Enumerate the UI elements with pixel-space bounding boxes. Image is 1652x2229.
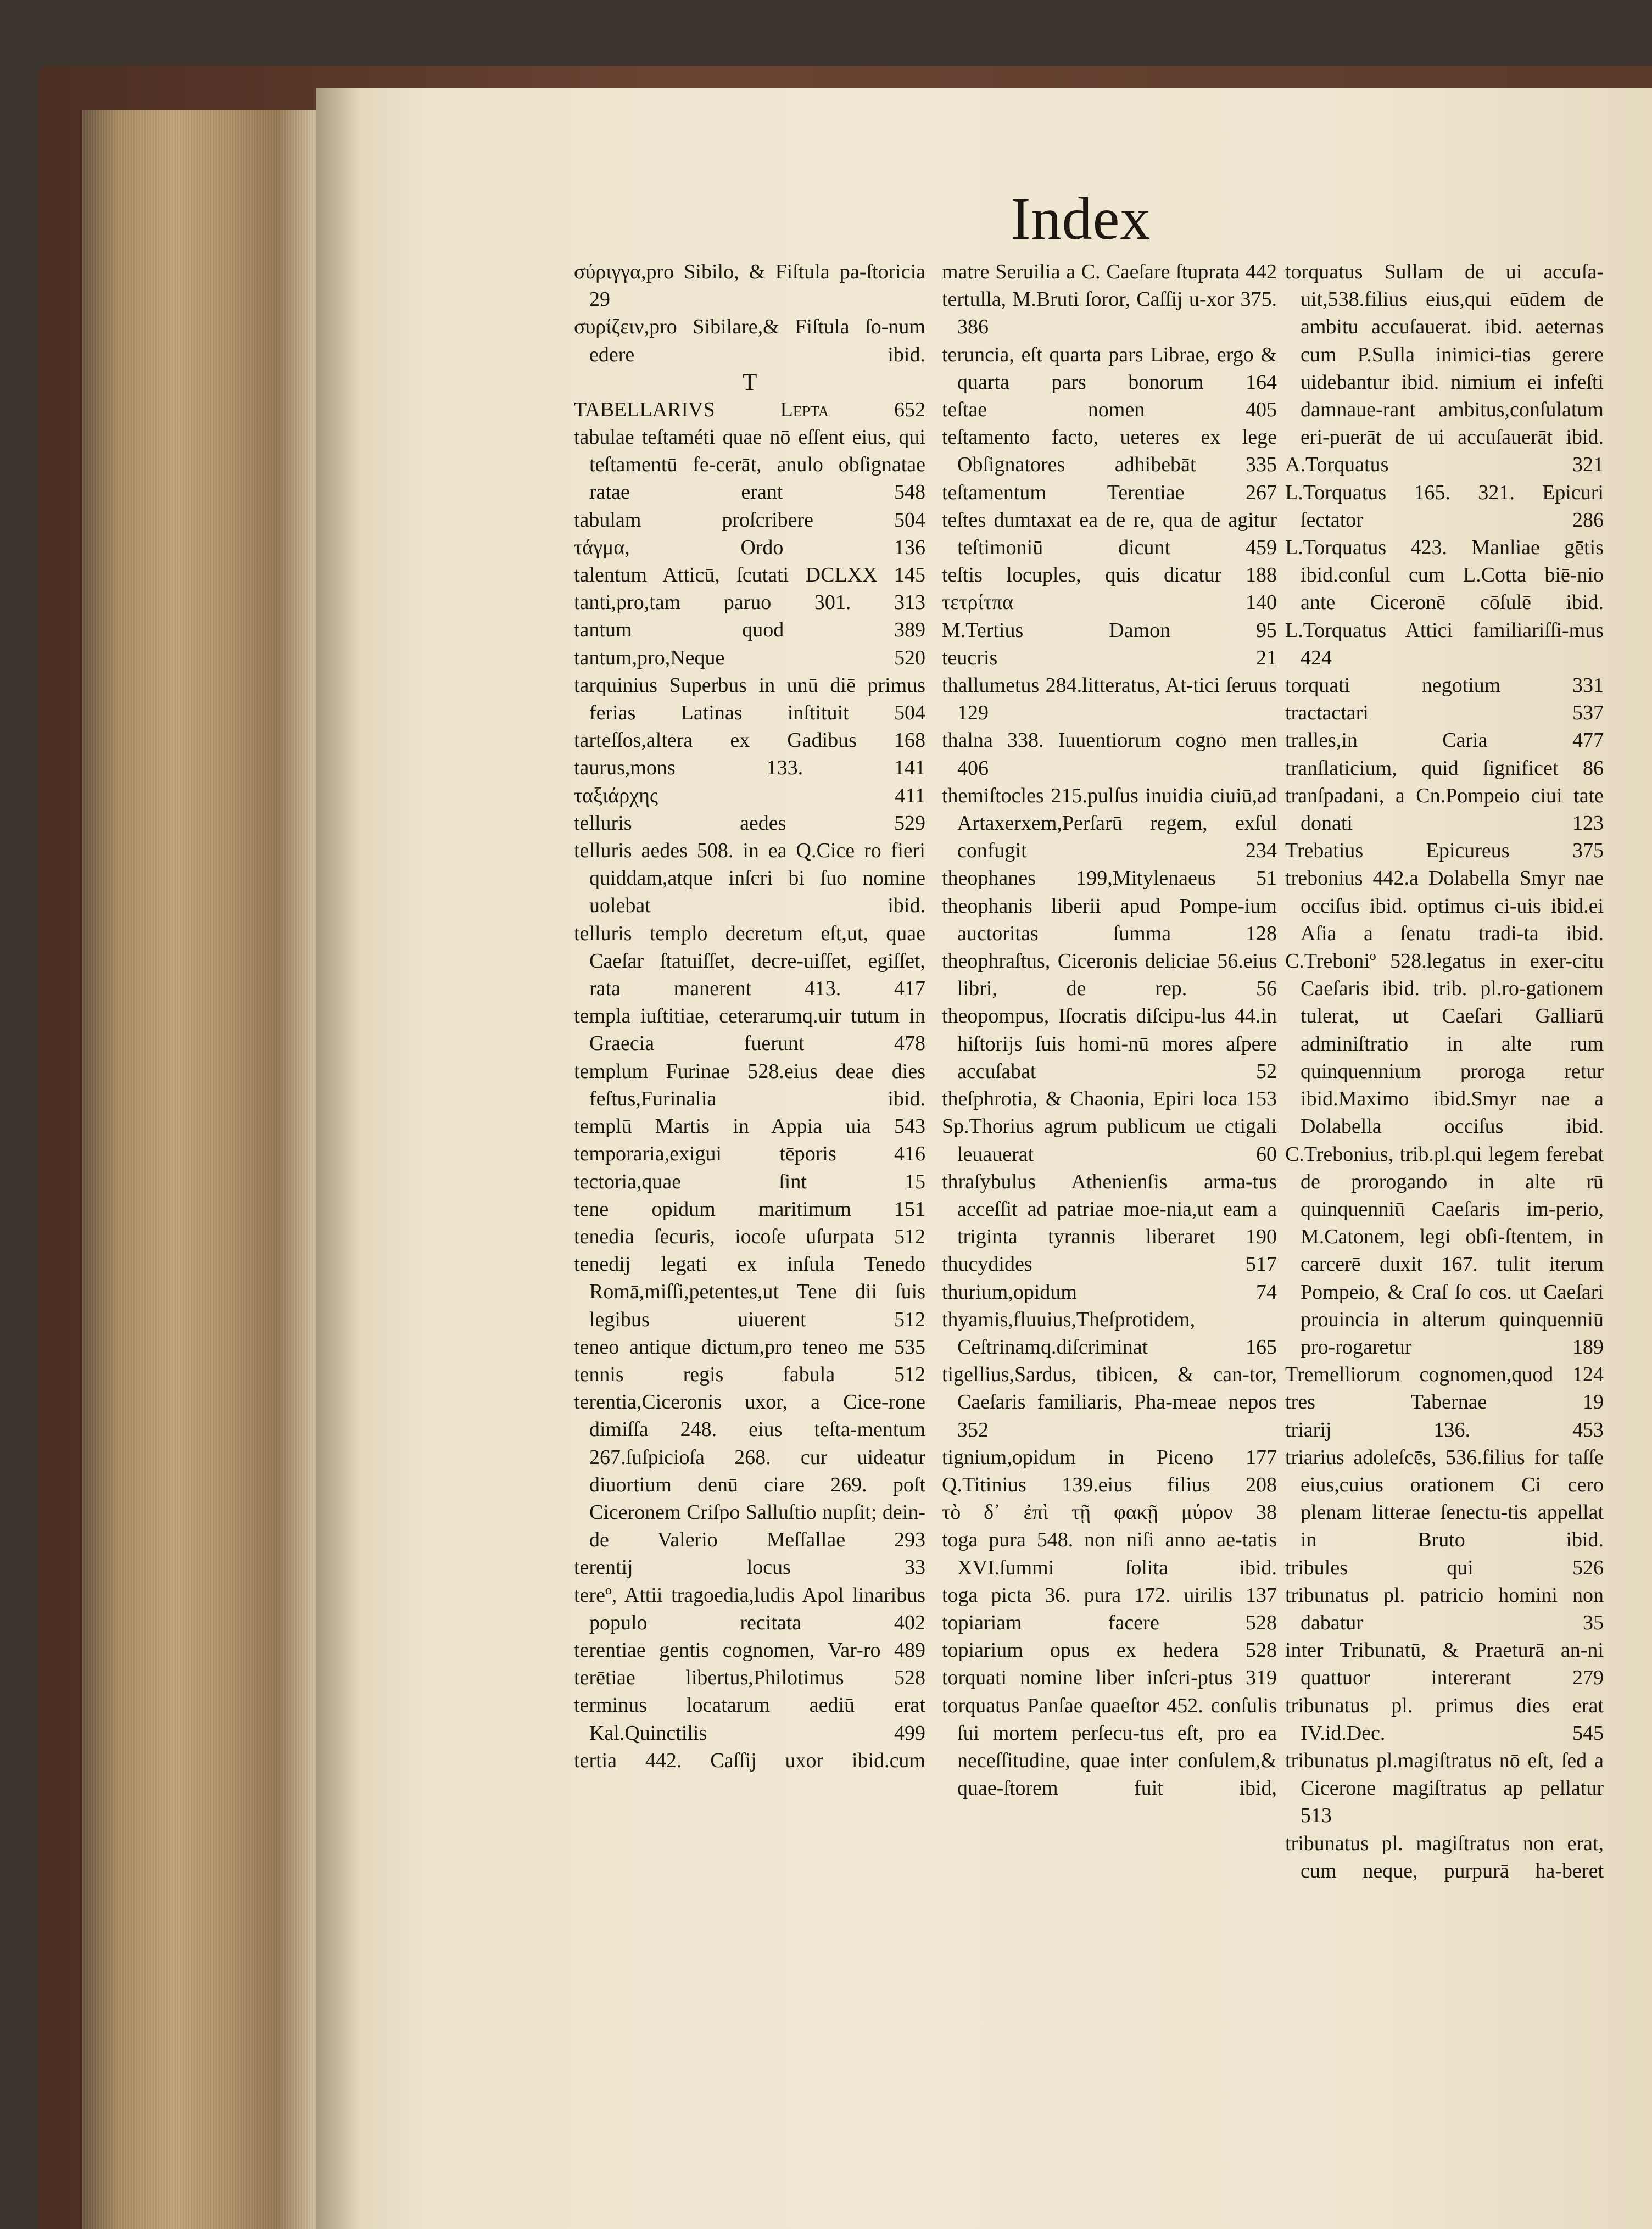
index-entry: tennis regis fabula 512 (574, 1362, 925, 1386)
index-entry: torquati nomine liber inſcri-ptus 319 (942, 1666, 1277, 1690)
index-entry: thalna 338. Iuuentiorum cogno men 406 (942, 729, 1277, 780)
index-entry: tenedij legati ex inſula Tenedo Romā,miſſi,petentes,ut Tene dii ſuis legibus uiuerent 512 (574, 1253, 925, 1331)
index-entry: themiſtocles 215.pulſus inuidia ciuiū,ad Artaxerxem,Perſarū regem, exſul confugit 234 (942, 784, 1277, 863)
index-entry: tanti,pro,tam paruo 301. 313 (574, 591, 925, 614)
index-entry: taurus,mons 133. 141 (574, 756, 925, 780)
index-section-letter: T (742, 368, 757, 395)
index-entry: thraſybulus Athenienſis arma-tus acceſſit ad patriae moe-nia,ut eam a triginta tyrannis liberaret 190 (942, 1170, 1277, 1249)
index-entry: Q.Titinius 139.eius filius 208 (942, 1473, 1277, 1496)
index-entry: trebonius 442.a Dolabella Smyr nae occiſus ibid. optimus ci-uis ibid.ei Aſia a ſenatu tradi-ta ibid. (1285, 867, 1604, 945)
index-entry: telluris aedes 529 (574, 811, 925, 835)
index-entry: templum Furinae 528.eius deae dies feſtus,Furinalia ibid. (574, 1059, 925, 1110)
index-entry: topiariam facere 528 (942, 1611, 1277, 1634)
index-entry: teſtamento facto, ueteres ex lege Obſignatores adhibebāt 335 (942, 426, 1277, 477)
index-entry: teſtes dumtaxat ea de re, qua de agitur teſtimoniū dicunt 459 (942, 508, 1277, 560)
index-entry: tectoria,quae ſint 15 (574, 1170, 925, 1193)
index-entry: thurium,opidum 74 (942, 1280, 1277, 1304)
index-entry: templa iuſtitiae, ceterarumq.uir tutum in Graecia fuerunt 478 (574, 1004, 925, 1055)
index-entry: terentij locus 33 (574, 1556, 925, 1579)
index-entry: templū Martis in Appia uia 543 (574, 1115, 925, 1138)
index-entry: TABELLARIVS Lepta 652 (574, 398, 925, 421)
index-entry: τὸ δ᾽ ἐπὶ τῇ φακῇ μύρον 38 (942, 1501, 1277, 1524)
index-entry: tene opidum maritimum 151 (574, 1197, 925, 1221)
index-entry: theſphrotia, & Chaonia, Epiri loca 153 (942, 1087, 1277, 1111)
index-entry: inter Tribunatū, & Praeturā an-ni quattuor intererant 279 (1285, 1639, 1604, 1690)
index-entry: triarij 136. 453 (1285, 1418, 1604, 1442)
index-entry: tractactari 537 (1285, 701, 1604, 725)
index-entry: thucydides 517 (942, 1253, 1277, 1276)
index-entry: thallumetus 284.litteratus, At-tici ſeruus 129 (942, 674, 1277, 725)
index-entry: teruncia, eſt quarta pars Librae, ergo & quarta pars bonorum 164 (942, 343, 1277, 394)
index-entry: tabulam proſcribere 504 (574, 508, 925, 532)
index-entry: toga picta 36. pura 172. uirilis 137 (942, 1583, 1277, 1607)
index-entry: tribunatus pl. primus dies erat IV.id.Dec. 545 (1285, 1694, 1604, 1745)
index-entry: tertulla, M.Bruti ſoror, Caſſij u-xor 375. 386 (942, 288, 1277, 339)
index-entry: torquatus Sullam de ui accuſa-uit,538.filius eius,qui eūdem de ambitu accuſauerat. ibid. aeternas cum P.Sulla inimici-tias gerere uidebantur ibid. nimium ei infeſti damnaue-rant ambitus,conſulatum eri-puerāt de ui accuſauerāt ibid. (1285, 260, 1604, 449)
index-entry: tribunatus pl. magiſtratus non erat, cum neque, purpurā ha-beret (1285, 1831, 1604, 1882)
index-entry: theophraſtus, Ciceronis deliciae 56.eius libri, de rep. 56 (942, 949, 1277, 1001)
index-entry: talentum Atticū, ſcutati DCLXX 145 (574, 563, 925, 587)
index-entry: topiarium opus ex hedera 528 (942, 1639, 1277, 1662)
index-entry: τετρίτπα 140 (942, 591, 1277, 614)
index-entry: σύριγγα,pro Sibilo, & Fiſtula pa-ſtoricia 29 (574, 260, 925, 311)
index-entry: ταξιάρχης 411 (574, 784, 925, 807)
index-entry: triarius adoleſcēs, 536.filius for taſſe eius,cuius orationem Ci cero plenam litterae ſenectu-tis appellat in Bruto ibid. (1285, 1445, 1604, 1552)
index-entry: tranſlaticium, quid ſignificet 86 (1285, 756, 1604, 780)
index-entry: τάγμα, Ordo 136 (574, 535, 925, 559)
index-entry: toga pura 548. non niſi anno ae-tatis XVI.ſummi ſolita ibid. (942, 1528, 1277, 1579)
index-entry: tranſpadani, a Cn.Pompeio ciui tate donati 123 (1285, 784, 1604, 835)
index-entry: tribules qui 526 (1285, 1556, 1604, 1579)
index-entry: theophanis liberii apud Pompe-ium auctoritas ſumma 128 (942, 894, 1277, 945)
index-entry: L.Torquatus Attici familiariſſi-mus 424 (1285, 618, 1604, 669)
index-entry: tribunatus pl.magiſtratus nō eſt, ſed a Cicerone magiſtratus ap pellatur 513 (1285, 1748, 1604, 1828)
index-entry: συρίζειν,pro Sibilare,& Fiſtula ſo-num edere ibid. (574, 315, 925, 366)
index-entry: torquatus Panſae quaeſtor 452. conſulis ſui mortem perſecu-tus eſt, pro ea neceſſitudine, quae inter conſulem,& quae-ſtorem fuit ibid, (942, 1694, 1277, 1800)
index-entry: temporaria,exigui tēporis 416 (574, 1142, 925, 1166)
index-entry: tarquinius Superbus in unū diē primus ferias Latinas inſtituit 504 (574, 673, 925, 725)
index-entry: theopompus, Iſocratis diſcipu-lus 44.in hiſtorijs ſuis homi-nū mores aſpere accuſabat 52 (942, 1004, 1277, 1083)
index-entry: terentia,Ciceronis uxor, a Cice-rone dimiſſa 248. eius teſta-mentum 267.ſuſpicioſa 268. cur uideatur diuortium denū ciare 269. poſt Ciceronem Criſpo Salluſtio nupſit; dein-de Valerio Meſſallae 293 (574, 1390, 925, 1552)
index-entry: tenedia ſecuris, iocoſe uſurpata 512 (574, 1225, 925, 1248)
index-column-2 (942, 258, 1277, 1802)
index-entry: terētiae libertus,Philotimus 528 (574, 1666, 925, 1690)
index-entry: tralles,in Caria 477 (1285, 729, 1604, 752)
page-header: Index (1011, 185, 1151, 252)
index-entry: tabulae teſtaméti quae nō eſſent eius, qui teſtamentū fe-cerāt, anulo obſignatae ratae erant 548 (574, 426, 925, 504)
index-entry: Trebatius Epicureus 375 (1285, 839, 1604, 863)
index-entry: terentiae gentis cognomen, Var-ro 489 (574, 1638, 925, 1662)
index-entry: tribunatus pl. patricio homini non dabatur 35 (1285, 1583, 1604, 1634)
index-entry: matre Seruilia a C. Caeſare ſtuprata 442 (942, 260, 1277, 283)
index-entry: tres Tabernae 19 (1285, 1390, 1604, 1414)
index-entry: thyamis,fluuius,Theſprotidem, Ceſtrinamq.diſcriminat 165 (942, 1308, 1277, 1359)
index-entry: torquati negotium 331 (1285, 674, 1604, 697)
page-edges (82, 110, 319, 2229)
index-entry: teneo antique dictum,pro teneo me 535 (574, 1335, 925, 1359)
index-entry: tarteſſos,altera ex Gadibus 168 (574, 729, 925, 752)
index-entry: tigellius,Sardus, tibicen, & can-tor, Caeſaris familiaris, Pha-meae nepos 352 (942, 1363, 1277, 1442)
index-entry: tereº, Attii tragoedia,ludis Apol linaribus populo recitata 402 (574, 1583, 925, 1634)
index-entry: theophanes 199,Mitylenaeus 51 (942, 867, 1277, 890)
index-entry: tantum quod 389 (574, 618, 925, 642)
index-entry: C.Trebonius, trib.pl.qui legem ferebat de prorogando in alte rū quinquenniū Caeſaris im-perio, M.Catonem, legi obſi-ſtentem, in carcerē duxit 167. tulit iterum Pompeio, & Craſ ſo cos. ut Caeſari prouincia in alterum quinquenniū pro-rogaretur 189 (1285, 1142, 1604, 1359)
index-entry: telluris templo decretum eſt,ut, quae Caeſar ſtatuiſſet, decre-uiſſet, egiſſet, rata manerent 413. 417 (574, 921, 925, 1001)
index-entry: A.Torquatus 321 (1285, 453, 1604, 477)
index-entry: tantum,pro,Neque 520 (574, 646, 925, 669)
index-entry: teſtis locuples, quis dicatur 188 (942, 563, 1277, 587)
index-column-3 (1285, 258, 1604, 1885)
index-entry: terminus locatarum aediū erat Kal.Quinctilis 499 (574, 1694, 925, 1745)
index-entry: teſtae nomen 405 (942, 398, 1277, 422)
index-entry: Sp.Thorius agrum publicum ue ctigali leuauerat 60 (942, 1115, 1277, 1166)
index-entry: M.Tertius Damon 95 (942, 618, 1277, 642)
index-entry: tignium,opidum in Piceno 177 (942, 1445, 1277, 1469)
index-entry: tertia 442. Caſſij uxor ibid.cum (574, 1748, 925, 1772)
gutter-shadow (316, 88, 360, 2229)
index-entry: L.Torquatus 165. 321. Epicuri ſectator 286 (1285, 481, 1604, 532)
index-column-1 (574, 258, 925, 1774)
index-entry: C.Treboniº 528.legatus in exer-citu Caeſaris ibid. trib. pl.ro-gationem tulerat, ut Caeſari Galliarū adminiſtratio in alte rum quinquennium proroga retur ibid.Maximo ibid.Smyr nae a Dolabella occiſus ibid. (1285, 949, 1604, 1138)
index-entry: teucris 21 (942, 646, 1277, 669)
index-entry: L.Torquatus 423. Manliae gētis ibid.conſul cum L.Cotta biē-nio ante Ciceronē cōſulē ibid. (1285, 536, 1604, 614)
index-entry: Tremelliorum cognomen,quod 124 (1285, 1363, 1604, 1387)
index-entry: teſtamentum Terentiae 267 (942, 481, 1277, 504)
index-entry: telluris aedes 508. in ea Q.Cice ro fieri quiddam,atque inſcri bi ſuo nomine uolebat ibid. (574, 839, 925, 918)
